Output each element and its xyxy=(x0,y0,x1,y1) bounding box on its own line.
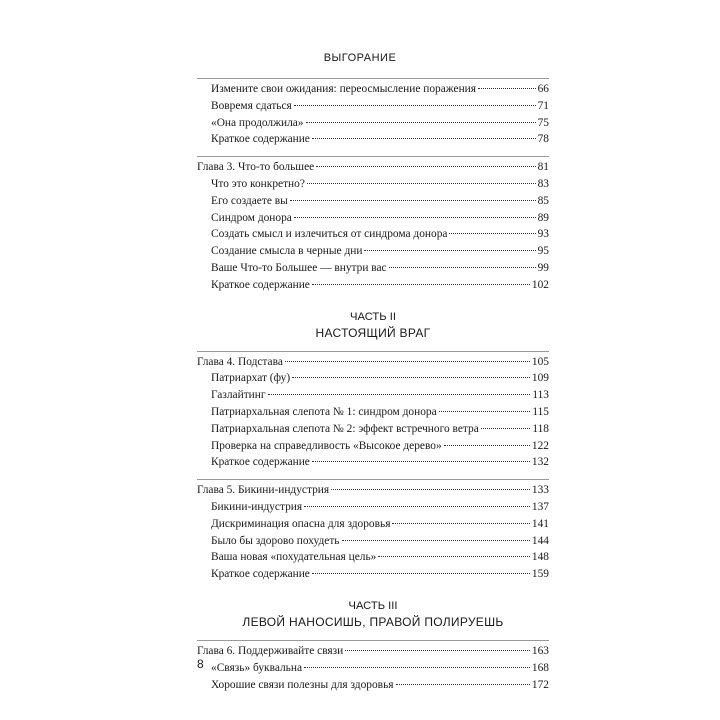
dot-leader xyxy=(444,445,530,446)
dot-leader xyxy=(294,217,536,218)
entry-title: Краткое содержание xyxy=(211,133,310,146)
dot-leader xyxy=(389,267,536,268)
toc-entry xyxy=(197,406,549,423)
dot-leader xyxy=(292,377,530,378)
chapter-heading xyxy=(197,484,549,501)
dot-leader xyxy=(294,105,536,106)
toc-entry xyxy=(197,212,549,229)
entry-page: 118 xyxy=(532,422,549,435)
toc-entry xyxy=(197,518,549,535)
dot-leader xyxy=(342,540,530,541)
toc-entry xyxy=(197,279,549,296)
dot-leader xyxy=(285,361,530,362)
entry-title: Вовремя сдаться xyxy=(211,99,292,112)
dot-leader xyxy=(392,523,529,524)
toc-entry xyxy=(197,568,549,585)
toc-chapter-3 xyxy=(197,156,549,295)
toc-entry xyxy=(197,662,549,679)
entry-page: 172 xyxy=(531,678,549,691)
entry-title: Создать смысл и излечиться от синдрома донора xyxy=(211,228,448,241)
chapter-page: 133 xyxy=(531,484,549,497)
entry-title: Ваша новая «похудательная цель» xyxy=(211,551,377,564)
dot-leader xyxy=(478,88,536,89)
part-title: ЛЕВОЙ НАНОСИШЬ, ПРАВОЙ ПОЛИРУЕШЬ xyxy=(242,614,504,629)
entry-page: 141 xyxy=(531,517,549,530)
entry-page: 144 xyxy=(531,534,549,547)
entry-title: Дискриминация опасна для здоровья xyxy=(211,517,391,530)
toc-entry xyxy=(197,440,549,457)
part-number: ЧАСТЬ II xyxy=(350,310,396,323)
dot-leader xyxy=(449,233,535,234)
toc-entry xyxy=(197,535,549,552)
dot-leader xyxy=(316,166,535,167)
entry-title: «Связь» буквальна xyxy=(211,661,303,674)
toc-entry xyxy=(197,133,549,150)
chapter-page: 81 xyxy=(537,161,549,174)
dot-leader xyxy=(268,394,531,395)
entry-title: Измените свои ожидания: переосмысление поражения xyxy=(211,83,477,95)
entry-page: 99 xyxy=(537,261,549,274)
chapter-title: Глава 4. Подстава xyxy=(197,355,283,368)
dot-leader xyxy=(290,200,536,201)
toc-group-continued xyxy=(197,78,549,150)
entry-title: Патриархальная слепота № 1: синдром донора xyxy=(211,405,437,418)
toc-chapter-6 xyxy=(197,640,549,695)
entry-page: 109 xyxy=(531,372,549,385)
toc-chapter-5 xyxy=(197,479,549,585)
toc-chapter-4 xyxy=(197,351,549,474)
toc-entry xyxy=(197,389,549,406)
entry-title: Краткое содержание xyxy=(211,278,310,291)
entry-page: 66 xyxy=(537,83,549,95)
chapter-heading xyxy=(197,356,549,373)
dot-leader xyxy=(481,428,531,429)
chapter-title: Глава 3. Что-то большее xyxy=(197,161,315,174)
toc-entry xyxy=(197,423,549,440)
entry-title: Проверка на справедливость «Высокое дерево» xyxy=(211,439,442,452)
part-number: ЧАСТЬ III xyxy=(348,599,398,612)
entry-title: Его создаете вы xyxy=(211,194,288,207)
toc-entry xyxy=(197,456,549,473)
entry-page: 159 xyxy=(531,568,549,581)
entry-title: Газлайтинг xyxy=(211,389,266,402)
dot-leader xyxy=(312,138,536,139)
entry-page: 93 xyxy=(537,228,549,241)
toc-entry xyxy=(197,100,549,117)
toc-entry xyxy=(197,372,549,389)
toc-entry xyxy=(197,178,549,195)
toc-entry xyxy=(197,551,549,568)
dot-leader xyxy=(312,284,530,285)
entry-page: 95 xyxy=(537,245,549,258)
entry-page: 71 xyxy=(537,99,549,112)
entry-page: 148 xyxy=(531,551,549,564)
dot-leader xyxy=(307,183,536,184)
entry-page: 122 xyxy=(531,439,549,452)
dot-leader xyxy=(378,556,530,557)
entry-page: 89 xyxy=(537,211,549,224)
toc-entry xyxy=(197,679,549,696)
entry-page: 137 xyxy=(531,500,549,513)
entry-page: 83 xyxy=(537,177,549,190)
entry-title: Синдром донора xyxy=(211,211,292,224)
entry-page: 102 xyxy=(531,278,549,291)
dot-leader xyxy=(439,411,531,412)
toc-entry xyxy=(197,501,549,518)
chapter-page: 163 xyxy=(531,644,549,657)
toc-entry xyxy=(197,245,549,262)
dot-leader xyxy=(364,250,535,251)
dot-leader xyxy=(306,122,536,123)
toc-entry xyxy=(197,262,549,279)
entry-page: 75 xyxy=(537,116,549,129)
entry-page: 115 xyxy=(532,405,549,418)
entry-title: Было бы здорово похудеть xyxy=(211,534,340,547)
running-head: ВЫГОРАНИЕ xyxy=(323,52,397,64)
chapter-title: Глава 5. Бикини-индустрия xyxy=(197,484,330,497)
entry-title: Патриархальная слепота № 2: эффект встречного ветра xyxy=(211,422,479,435)
chapter-page: 105 xyxy=(531,355,549,368)
chapter-heading xyxy=(197,161,549,178)
chapter-title: Глава 6. Поддерживайте связи xyxy=(197,644,344,657)
entry-title: «Она продолжила» xyxy=(211,116,304,129)
dot-leader xyxy=(304,667,530,668)
toc-entry xyxy=(197,83,549,100)
entry-title: Краткое содержание xyxy=(211,568,310,581)
entry-page: 113 xyxy=(532,389,549,402)
dot-leader xyxy=(331,489,530,490)
toc-entry xyxy=(197,228,549,245)
chapter-heading xyxy=(197,645,549,662)
entry-title: Бикини-индустрия xyxy=(211,500,303,513)
dot-leader xyxy=(304,506,530,507)
entry-page: 85 xyxy=(537,194,549,207)
toc-entry xyxy=(197,117,549,134)
entry-page: 78 xyxy=(537,133,549,146)
table-of-contents xyxy=(197,78,549,695)
part-2-heading xyxy=(197,310,549,341)
entry-page: 168 xyxy=(531,661,549,674)
entry-title: Краткое содержание xyxy=(211,456,310,469)
toc-entry xyxy=(197,195,549,212)
entry-page: 132 xyxy=(531,456,549,469)
page-number: 8 xyxy=(197,657,204,671)
entry-title: Ваше Что-то Большее — внутри вас xyxy=(211,261,387,274)
dot-leader xyxy=(345,650,530,651)
dot-leader xyxy=(312,461,530,462)
entry-title: Создание смысла в черные дни xyxy=(211,245,363,258)
entry-title: Хорошие связи полезны для здоровья xyxy=(211,678,394,691)
entry-title: Патриархат (фу) xyxy=(211,372,291,385)
dot-leader xyxy=(396,684,530,685)
entry-title: Что это конкретно? xyxy=(211,177,305,190)
part-3-heading xyxy=(197,599,549,630)
part-title: НАСТОЯЩИЙ ВРАГ xyxy=(315,325,431,340)
dot-leader xyxy=(312,573,530,574)
